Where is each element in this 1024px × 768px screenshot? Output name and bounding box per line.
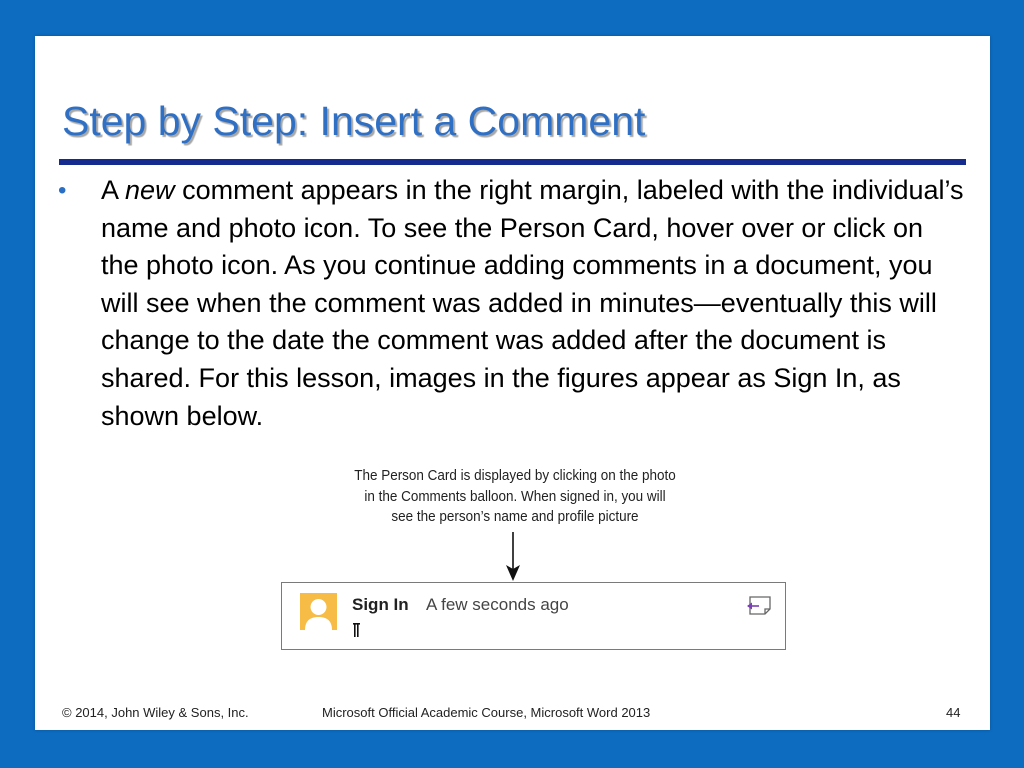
person-photo-icon[interactable] [300,593,337,630]
bullet-paragraph [101,172,966,435]
bullet-item [58,172,968,435]
footer-page-number: 44 [946,705,961,720]
footer-course: Microsoft Official Academic Course, Microsoft Word 2013 [322,705,651,720]
comment-timestamp: A few seconds ago [426,595,569,614]
footer-copyright: © 2014, John Wiley & Sons, Inc. [62,705,249,720]
comment-balloon[interactable] [281,582,786,650]
down-arrow-icon [504,532,522,582]
bullet-emphasis: new [125,175,175,205]
figure-callout [334,466,697,528]
text-cursor-icon [352,622,362,638]
slide-title: Step by Step: Insert a Comment [62,98,646,144]
comment-author: Sign In [352,595,409,614]
bullet-marker: • [58,177,67,204]
slide-canvas [35,36,990,730]
callout-line-3: see the person’s name and profile picture [391,509,639,525]
callout-line-1: The Person Card is displayed by clicking on the photo [354,468,676,484]
bullet-body: comment appears in the right margin, labeled with the individual’s name and photo icon. To see the Person Card, hover over or click on the photo icon. As you continue adding comments in a document, you will see when the comment was added in minutes—eventually this will change to the date the comment was added after the document is shared. For this lesson, images in the figures appear as Sign In, as shown below. [101,175,964,431]
reply-comment-icon[interactable] [746,595,772,617]
callout-line-2: in the Comments balloon. When signed in, you will [364,488,666,505]
title-underline [59,159,966,165]
bullet-prefix: A [101,175,126,205]
